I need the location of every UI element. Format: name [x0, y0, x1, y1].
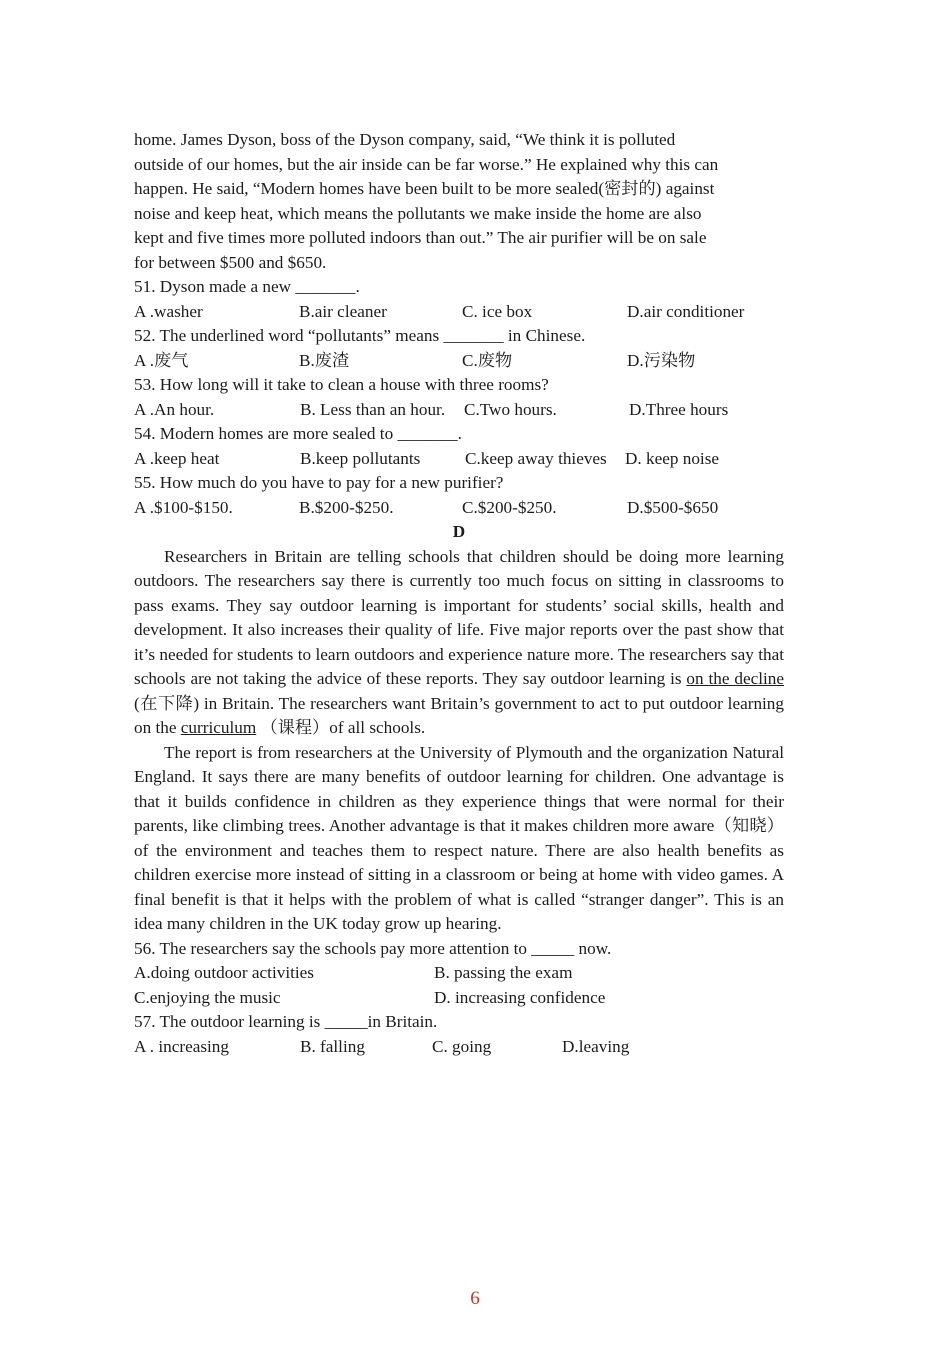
option-d: D.$500-$650: [627, 497, 719, 517]
passage-paragraph-2: The report is from researchers at the University of Plymouth and the organization Natural England. It says there are many benefits of outdoor learning for children. One advantage is that it builds confidence in children as they experience things that were normal for their parents, like climbing trees. Another advantage is that it makes children more aware（知晓） of the environment and teaches them to respect nature. There are also health benefits as children exercise more instead of sitting in a classroom or being at home with video games. A final benefit is that it helps with the problem of what is called “stranger danger”. This is an idea many children in the UK today grow up hearing.: [134, 742, 784, 933]
passage-line: kept and five times more polluted indoors than out.” The air purifier will be on sale: [134, 228, 707, 247]
option-b: B. passing the exam: [434, 963, 573, 982]
option-a: A .$100-$150.: [134, 497, 233, 517]
option-d: D. keep noise: [625, 448, 720, 468]
option-d: D.air conditioner: [627, 301, 745, 321]
section-d-passage: [134, 545, 784, 937]
option-b: B.air cleaner: [299, 301, 387, 321]
option-c: C.keep away thieves: [465, 448, 607, 468]
paragraph-text: （课程）of all schools.: [256, 718, 426, 737]
option-a: A .An hour.: [134, 399, 215, 419]
option-d: D.leaving: [562, 1036, 630, 1056]
option-d: D.污染物: [627, 350, 696, 370]
question-56-stem: 56. The researchers say the schools pay more attention to _____ now.: [134, 938, 612, 958]
question-51-options: [134, 300, 784, 325]
option-b: B. falling: [300, 1036, 365, 1056]
page-number: 6: [470, 1288, 480, 1309]
option-a: A .washer: [134, 301, 203, 321]
option-b: B.$200-$250.: [299, 497, 394, 517]
option-a: A .废气: [134, 350, 189, 370]
question-53-stem: 53. How long will it take to clean a house with three rooms?: [134, 375, 549, 394]
underlined-phrase: on the decline: [686, 669, 784, 688]
question-52-stem: 52. The underlined word “pollutants” means _______ in Chinese.: [134, 326, 586, 345]
question-53-options: [134, 398, 784, 423]
question-54-options: [134, 447, 784, 472]
question-55-options: [134, 496, 784, 521]
passage-line: outside of our homes, but the air inside can be far worse.” He explained why this can: [134, 154, 719, 174]
passage-line: happen. He said, “Modern homes have been built to be more sealed(密封的) against: [134, 179, 715, 198]
question-54-stem: 54. Modern homes are more sealed to _______.: [134, 424, 462, 443]
question-51-stem: 51. Dyson made a new _______.: [134, 277, 360, 296]
paragraph-text: Researchers in Britain are telling schools that children should be doing more learning outdoors. The researchers say there is currently too much focus on sitting in classrooms to pass exams. They say outdoor learning is important for students’ social skills, health and development. It also increases their quality of life. Five major reports over the past show that it’s needed for students to learn outdoors and experience nature more. The researchers say that schools are not taking the advice of these reports. They say outdoor learning is: [134, 546, 784, 688]
passage-line: noise and keep heat, which means the pollutants we make inside the home are also: [134, 203, 702, 223]
option-b: B.keep pollutants: [300, 448, 421, 468]
passage-paragraph-1: [134, 545, 784, 741]
option-c: C.Two hours.: [464, 399, 557, 419]
option-d: D.Three hours: [629, 399, 729, 419]
option-c: C.废物: [462, 350, 513, 370]
question-57-stem: 57. The outdoor learning is _____in Britain.: [134, 1012, 438, 1031]
question-57-options: [134, 1035, 784, 1060]
page-content: [134, 128, 784, 1059]
question-52-options: [134, 349, 784, 374]
option-a: A.doing outdoor activities: [134, 963, 314, 982]
option-d: D. increasing confidence: [434, 987, 606, 1007]
question-55-stem: 55. How much do you have to pay for a new purifier?: [134, 473, 504, 492]
paragraph-text: (在下降) in Britain. The researchers want Britain’s government to act to put outdoor learning on the: [134, 693, 784, 737]
option-c: C. ice box: [462, 301, 533, 321]
option-c: C.$200-$250.: [462, 497, 557, 517]
question-56-options-row-1: [134, 961, 784, 986]
option-c: C.enjoying the music: [134, 987, 281, 1007]
question-56-options-row-2: [134, 986, 784, 1011]
option-a: A . increasing: [134, 1036, 229, 1056]
passage-line: for between $500 and $650.: [134, 252, 327, 272]
option-c: C. going: [432, 1036, 492, 1056]
option-b: B. Less than an hour.: [300, 399, 446, 419]
option-b: B.废渣: [299, 350, 350, 370]
section-d-title: D: [452, 522, 466, 541]
option-a: A .keep heat: [134, 448, 220, 468]
passage-line: home. James Dyson, boss of the Dyson company, said, “We think it is polluted: [134, 130, 676, 149]
passage-c-tail: [134, 128, 784, 275]
underlined-word: curriculum: [180, 718, 257, 737]
